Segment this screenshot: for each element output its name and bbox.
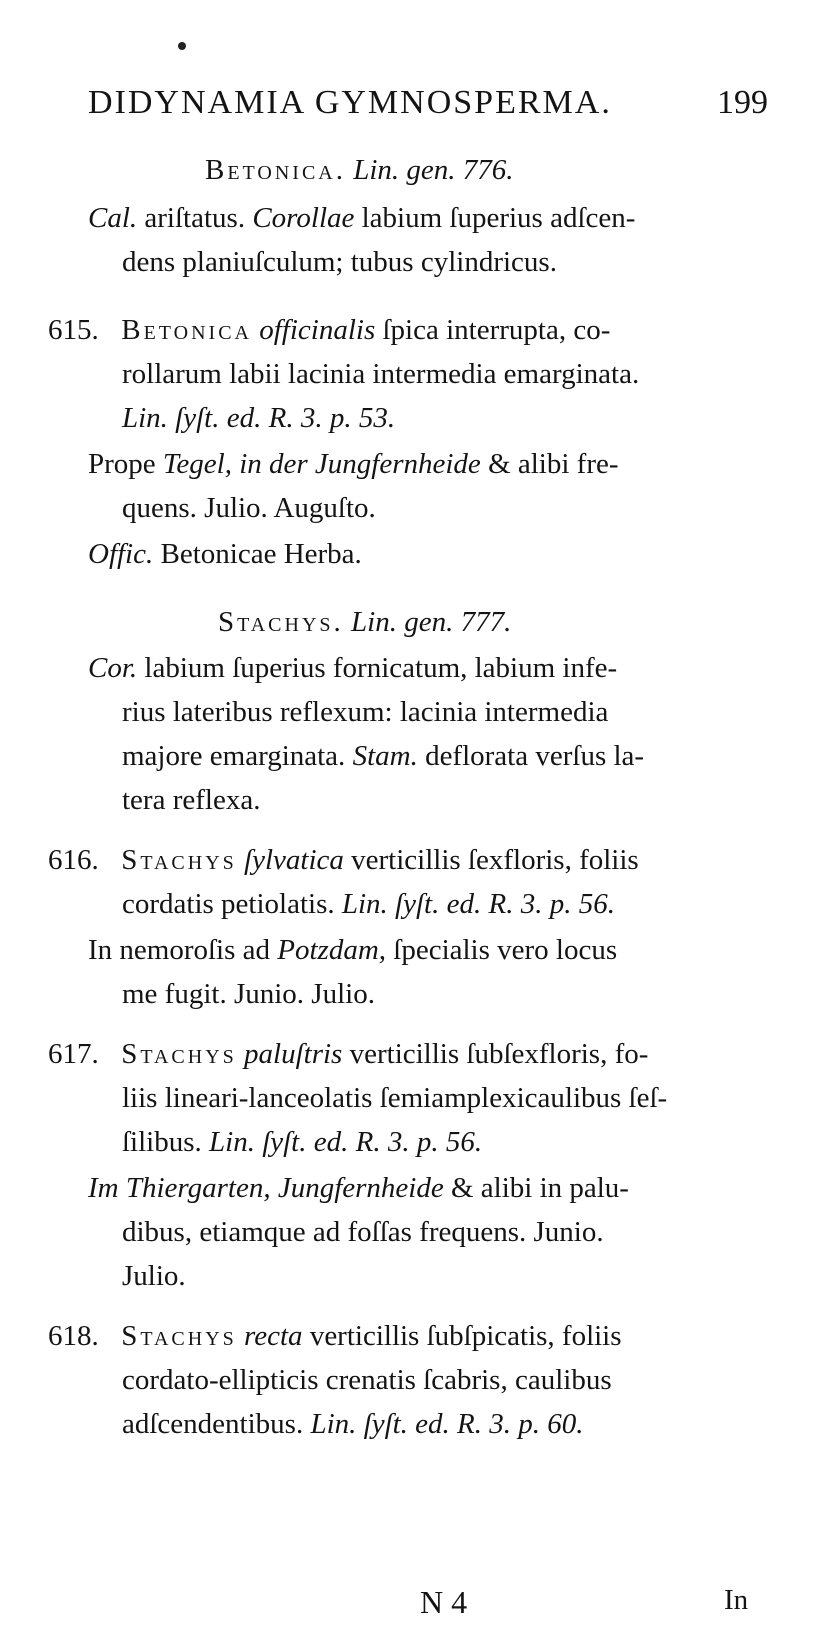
text: deflorata verſus la- [425,740,645,772]
entry-number: 617. [48,1038,99,1070]
species-reference: Lin. ſyſt. ed. R. 3. p. 53. [122,402,396,434]
species-text-line [122,1124,482,1160]
species-text-line [122,1406,584,1442]
genus-description-line [88,200,635,236]
genus-name: Stachys. [218,606,344,638]
genus-description-line: rius lateribus reflexum: lacinia intermedia [122,696,609,728]
label-corollae: Corollae [252,202,355,234]
page-number: 199 [717,84,768,121]
species-epithet: officinalis [259,314,376,346]
text: verticillis ſexfloris, foliis [351,844,639,876]
species-reference: Lin. ſyſt. ed. R. 3. p. 60. [310,1408,584,1440]
label-offic: Offic. [88,538,154,570]
ink-speck-icon [178,42,186,50]
label-cal: Cal. [88,202,138,234]
genus-heading-betonica [205,152,514,188]
entry-number: 618. [48,1320,99,1352]
text: verticillis ſubſexfloris, fo- [349,1038,649,1070]
species-epithet: paluſtris [244,1038,343,1070]
species-text-line: cordato-ellipticis crenatis ſcabris, caulibus [122,1364,612,1396]
text: ſpecialis vero locus [393,934,618,966]
text: ſpica interrupta, co- [382,314,611,346]
text: cordatis petiolatis. [122,888,335,920]
label-cor: Cor. [88,652,138,684]
locality-line: dibus, etiamque ad foſſas frequens. Junio. [122,1216,604,1248]
running-title: DIDYNAMIA GYMNOSPERMA. [88,84,612,121]
locality-line: quens. Julio. Auguſto. [122,492,376,524]
locality-line: me fugit. Junio. Julio. [122,978,375,1010]
place-name: Tegel, [162,448,232,480]
species-entry-616 [48,842,639,878]
genus-name: Stachys [121,1038,237,1070]
species-entry-615 [48,312,610,348]
place-name: Im Thiergarten, Jungfernheide [88,1172,444,1204]
text: Betonicae Herba. [160,538,362,570]
species-reference: Lin. ſyſt. ed. R. 3. p. 56. [341,888,615,920]
text: adſcendentibus. [122,1408,304,1440]
place-name: in der Jungfernheide [239,448,481,480]
text: verticillis ſubſpicatis, foliis [309,1320,622,1352]
species-epithet: ſylvatica [244,844,344,876]
locality-line [88,446,619,482]
genus-reference: Lin. gen. 776. [353,154,514,186]
species-text-line: rollarum labii lacinia intermedia emarginata. [122,358,640,390]
text: labium ſuperius adſcen- [361,202,636,234]
locality-line [88,1170,629,1206]
text: Prope [88,448,156,480]
genus-description-line [88,650,617,686]
entry-number: 615. [48,314,99,346]
genus-name: Stachys [121,1320,237,1352]
genus-description-line: tera reflexa. [122,784,261,816]
species-entry-617 [48,1036,648,1072]
officinal-line [88,536,362,572]
species-entry-618 [48,1318,622,1354]
label-stam: Stam. [352,740,418,772]
genus-reference: Lin. gen. 777. [351,606,512,638]
entry-number: 616. [48,844,99,876]
genus-heading-stachys [218,604,511,640]
genus-description-line [122,738,644,774]
signature-mark: N 4 [420,1584,468,1620]
locality-line: Julio. [122,1260,186,1292]
place-name: Potzdam, [277,934,387,966]
text: & alibi fre- [488,448,619,480]
catchword: In [724,1584,749,1616]
genus-name: Betonica [121,314,252,346]
species-epithet: recta [244,1320,303,1352]
text: ariſtatus. [144,202,246,234]
running-head [88,84,768,126]
species-text-line [122,886,615,922]
genus-name: Betonica. [205,154,346,186]
species-reference: Lin. ſyſt. ed. R. 3. p. 56. [209,1126,483,1158]
text: In nemoroſis ad [88,934,271,966]
genus-description-line: dens planiuſculum; tubus cylindricus. [122,246,557,278]
species-text-line: liis lineari-lanceolatis ſemiamplexicaulibus ſeſ- [122,1082,668,1114]
text: labium ſuperius fornicatum, labium infe- [144,652,618,684]
text: & alibi in palu- [450,1172,629,1204]
genus-name: Stachys [121,844,237,876]
text: majore emarginata. [122,740,346,772]
locality-line [88,932,617,968]
text: ſilibus. [122,1126,202,1158]
